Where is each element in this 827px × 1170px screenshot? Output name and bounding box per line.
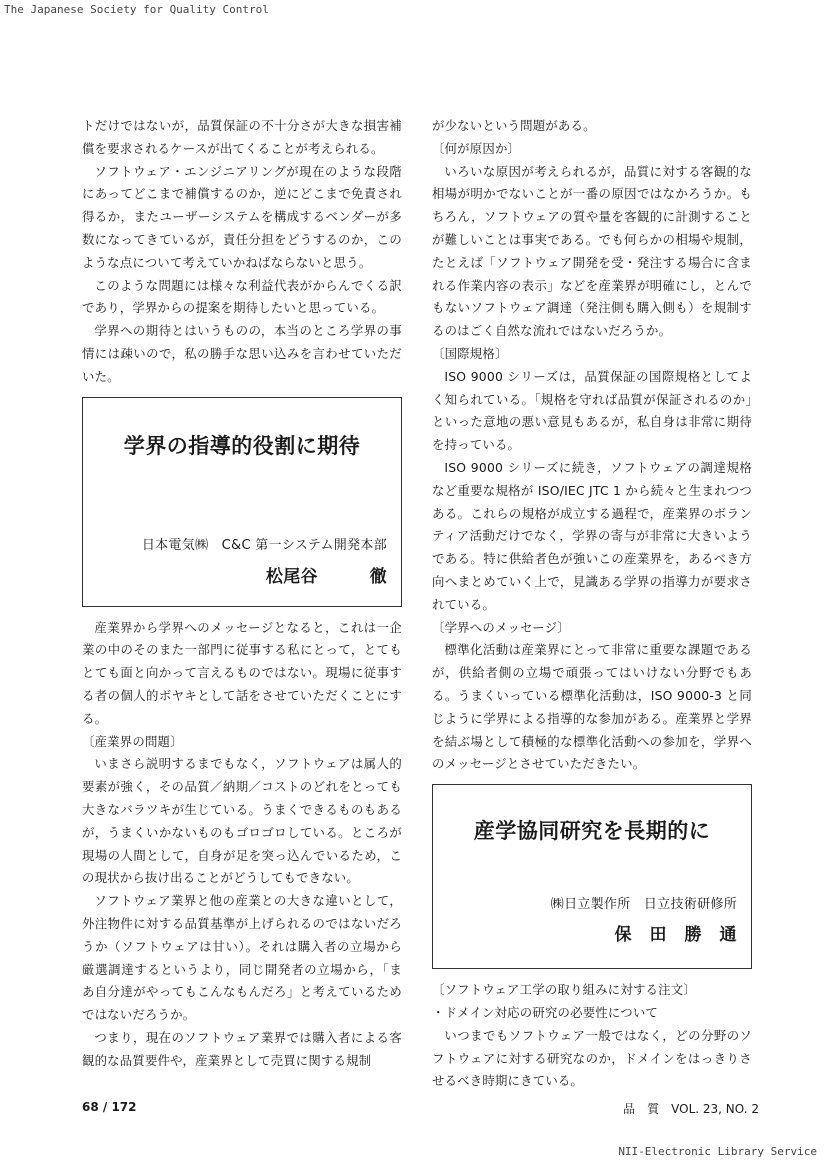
author-name: 保 田 勝 通	[614, 925, 737, 946]
section-heading: 〔学界へのメッセージ〕	[432, 619, 570, 635]
archive-footer: NII-Electronic Library Service	[618, 1145, 817, 1158]
paragraph: いろいな原因が考えられるが，品質に対する客観的な相場が明かでないことが一番の原因ではなかろうか。もちろん，ソフトウェアの質や量を客観的に計測することが難しいことは事実である。でも何らかの相場や規制，たとえば「ソフトウェア開発を受・発注する場合に含まれる作業内容の表示」などを産業界が明確にし，とんでもないソフトウェア調達（発注側も購入側も）を規制するのはごく自然な流れではないだろうか。	[432, 163, 752, 339]
section-heading: 〔何が原因か〕	[432, 140, 521, 156]
author-affiliation: 日本電気㈱ C&C 第一システム開発本部	[141, 537, 387, 553]
left-column	[82, 115, 402, 1073]
section-heading: 〔ソフトウェア工学の取り組みに対する注文〕	[432, 982, 696, 998]
journal-reference: 品 質 VOL. 23, NO. 2	[623, 1102, 759, 1116]
paragraph: ISO 9000 シリーズは，品質保証の国際規格としてよく知られている。「規格を守れば品質が保証されるのか」といった意地の悪い意見もあるが，私自身は非常に期待を持っている。	[432, 368, 752, 453]
article-title-box	[432, 784, 752, 969]
paragraph: 学界への期待とはいうものの，本当のところ学界の事情には疎いので，私の勝手な思い込みを言わせていただいた。	[82, 323, 402, 384]
paragraph: 標準化活動は産業界にとって非常に重要な課題であるが，供給者側の立場で頑張ってはいけない分野でもある。うまくいっている標準化活動は，ISO 9000-3 と同じように学界による指導的な参加がある。産業界と学界を結ぶ場として積極的な標準化活動への参加を，学界へのメッセージとさせていただきたい。	[432, 642, 752, 772]
article-title: 産学協同研究を長期的に	[473, 819, 711, 844]
page-number: 68 / 172	[82, 1100, 137, 1114]
archive-header: The Japanese Society for Quality Control	[4, 3, 269, 16]
paragraph: 産業界から学界へのメッセージとなると，これは一企業の中のそのまた一部門に従事する私にとって，とてもとても面と向かって言えるものではない。現場に従事する者の個人的ボヤキとして話をさせていただくことにする。	[82, 619, 402, 726]
article-title: 学界の指導的役割に期待	[123, 433, 361, 458]
paragraph: つまり，現在のソフトウェア業界では購入者による客観的な品質要件や，産業界として売買に関する規制	[82, 1029, 402, 1068]
right-column	[432, 115, 752, 1093]
paragraph: ISO 9000 シリーズに続き，ソフトウェアの調達規格など重要な規格が ISO/IEC JTC 1 から続々と生まれつつある。これらの規格が成立する過程で，産業界のボランティア活動だけでなく，学界の寄与が非常に大きいようである。特に供給者色が強いこの産業界を，あるべき方向へまとめていく上で，見識ある学界の指導力が要求されている。	[432, 459, 752, 612]
article-title-box	[82, 397, 402, 607]
section-heading: 〔国際規格〕	[432, 345, 508, 361]
author-name: 松尾谷 徹	[265, 566, 387, 587]
paragraph: いつまでもソフトウェア一般ではなく，どの分野のソフトウェアに対する研究なのか，ドメインをはっきりさせるべき時期にきている。	[432, 1027, 752, 1089]
section-heading: 〔産業界の問題〕	[82, 733, 183, 749]
author-affiliation: ㈱日立製作所 日立技術研修所	[550, 897, 737, 913]
paragraph: このような問題には様々な利益代表がからんでくる訳であり，学界からの提案を期待したいと思っている。	[82, 277, 402, 316]
paragraph: トだけではないが，品質保証の不十分さが大きな損害補償を要求されるケースが出てくることが考えられる。	[82, 118, 402, 156]
paragraph: ソフトウェア・エンジニアリングが現在のような段階にあってどこまで補償するのか，逆にどこまで免責され得るか，またユーザーシステムを構成するベンダーが多数になってきているが，責任分担をどうするのか，このような点について考えていかねばならないと思う。	[82, 163, 402, 270]
subsection-heading: ・ドメイン対応の研究の必要性について	[432, 1004, 659, 1020]
paragraph: が少ないという問題がある。	[432, 118, 596, 133]
paragraph: ソフトウェア業界と他の産業との大きな違いとして，外注物件に対する品質基準が上げられるのではないだろうか（ソフトウェアは甘い）。それは購入者の立場から厳選調達するというより，同じ開発者の立場から，「まあ自分達がやってもこんなもんだろ」と考えているためではないだろうか。	[82, 893, 402, 1023]
paragraph: いまさら説明するまでもなく，ソフトウェアは属人的要素が強く，その品質／納期／コストのどれをとっても大きなバラツキが生じている。うまくできるものもあるが，うまくいかないものもゴロゴロしている。ところが現場の人間として，自身が足を突っ込んでいるため，この現状から抜け出ることがどうしてもできない。	[82, 756, 402, 886]
